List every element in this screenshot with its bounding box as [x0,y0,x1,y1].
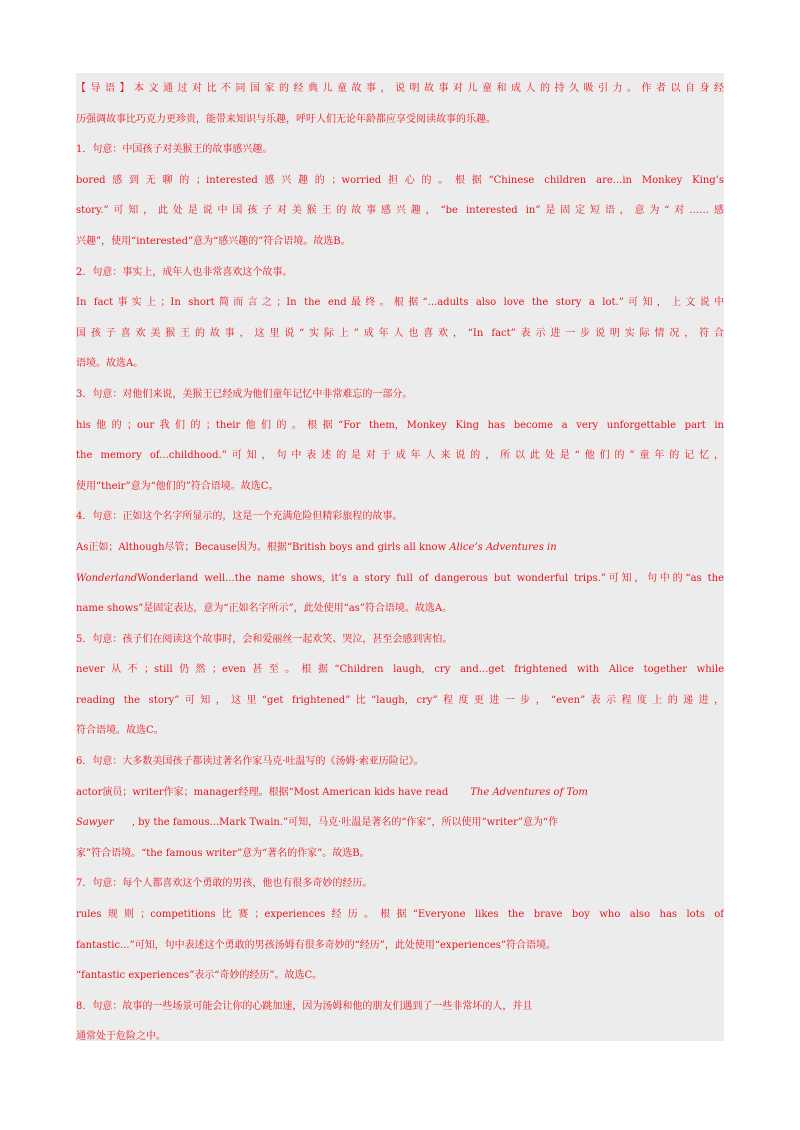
item-3-line-3: 使用“their”意为“他们的”符合语境。故选C。 [76,480,279,492]
item-5-line-3: 符合语境。故选C。 [76,725,164,737]
item-4-line-1-text: As正如；Although尽管；Because因为。根据“British boys and girls all know [76,541,450,553]
answer-explanation-page [76,73,724,1041]
item-6-line-3: 家”符合语境。“the famous writer”意为“著名的作家”。故选B。 [76,847,370,859]
item-3-line-2: the memory of...childhood.”可知，句中表述的是对于成年人来说的，所以此处是“他们的”童年的记忆， [76,450,724,462]
item-3-line-1: his他的；our我们的；their他们的。根据“For them, Monkey King has become a very unforgettable part in [76,419,724,431]
item-6-book-title-part-2: Sawyer [76,817,114,829]
item-5-heading: 5．句意：孩子们在阅读这个故事时，会和爱丽丝一起欢笑、哭泣，甚至会感到害怕。 [76,633,453,645]
intro-line-2: 历强调故事比巧克力更珍贵，能带来知识与乐趣，呼吁人们无论年龄都应享受阅读故事的乐趣。 [76,113,496,125]
item-7-line-1: rules规则；competitions比赛；experiences经历。根据“Everyone likes the brave boy who also has lots of [76,909,724,921]
item-1-heading: 1．句意：中国孩子对美猴王的故事感兴趣。 [76,144,273,156]
item-6-line-2-text: , by the famous...Mark Twain.”可知，马克·吐温是著名的“作家”，所以使用“writer”意为“作 [131,817,559,829]
item-7-heading: 7．句意：每个人都喜欢这个勇敢的男孩，他也有很多奇妙的经历。 [76,878,373,890]
item-3-heading: 3．句意：对他们来说，美猴王已经成为他们童年记忆中非常难忘的一部分。 [76,388,413,400]
item-4-heading: 4．句意：正如这个名字所显示的，这是一个充满危险但精彩旅程的故事。 [76,511,403,523]
item-2-line-2: 国孩子喜欢美猴王的故事，这里说“实际上”成年人也喜欢，“In fact”表示进一步说明实际情况，符合 [76,327,724,339]
item-4-line-2 [76,564,724,595]
item-8-heading: 8．句意：故事的一些场景可能会让你的心跳加速，因为汤姆和他的朋友们遇到了一些非常坏的人，并且 [76,1000,533,1012]
item-4-book-title-part-1: Alice’s Adventures in [449,541,557,553]
item-8-line-1: 通常处于危险之中。 [76,1031,166,1041]
item-2-heading: 2．句意：事实上，成年人也非常喜欢这个故事。 [76,266,293,278]
item-4-line-2-text: Wonderland well...the name shows, it’s a story full of dangerous but wonderful trips.”可知，句中的“as the [137,572,724,584]
item-6-heading: 6．句意：大多数美国孩子都读过著名作家马克·吐温写的《汤姆·索亚历险记》。 [76,756,424,768]
item-7-line-2: fantastic...”可知，句中表述这个勇敢的男孩汤姆有很多奇妙的“经历”，此处使用“experiences”符合语境。 [76,939,556,951]
intro-line-1: 【导语】本文通过对比不同国家的经典儿童故事，说明故事对儿童和成人的持久吸引力。作者以自身经 [76,83,724,94]
item-4-line-1 [76,533,724,564]
item-1-line-3: 兴趣”，使用“interested”意为“感兴趣的”符合语境。故选B。 [76,235,351,247]
item-6-book-title-part-1: The Adventures of Tom [470,786,588,798]
item-7-line-3: “fantastic experiences”表示“奇妙的经历”。故选C。 [76,970,323,982]
item-2-line-1: In fact事实上；In short简而言之；In the end最终。根据“...adults also love the story a lot.”可知，上文说中 [76,297,724,309]
item-6-line-1-text: actor演员；writer作家；manager经理。根据“Most American kids have read [76,786,449,798]
item-1-line-2: story.”可知，此处是说中国孩子对美猴王的故事感兴趣，“be interested in”是固定短语，意为“对……感 [76,205,724,217]
item-2-line-3: 语境。故选A。 [76,358,144,370]
item-6-line-2 [76,808,724,839]
item-1-line-1: bored感到无聊的；interested感兴趣的；worried担心的。根据“Chinese children are...in Monkey King’s [76,174,724,186]
item-5-line-2: reading the story”可知，这里“get frightened”比“laugh, cry”程度更进一步，“even”表示程度上的递进， [76,694,724,706]
item-6-line-1 [76,778,724,809]
item-4-line-3: name shows”是固定表达，意为“正如名字所示”，此处使用“as”符合语境。故选A。 [76,603,453,615]
item-5-line-1: never从不；still仍然；even甚至。根据“Children laugh, cry and...get frightened with Alice together while [76,664,724,676]
item-4-book-title-part-2: Wonderland [76,572,138,584]
